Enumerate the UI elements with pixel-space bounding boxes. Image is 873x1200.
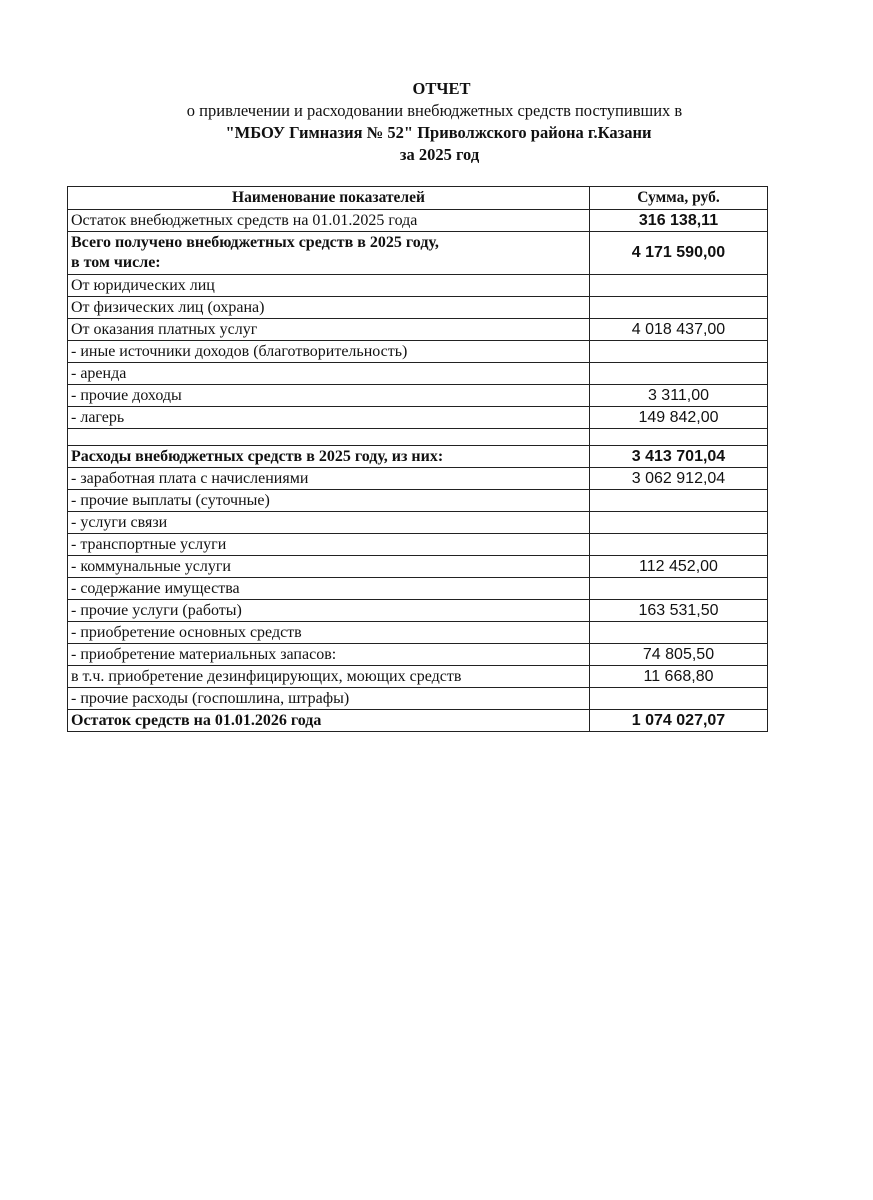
row-amount: 163 531,50: [590, 600, 768, 622]
row-amount: 3 413 701,04: [590, 446, 768, 468]
row-amount: 4 018 437,00: [590, 319, 768, 341]
table-row: [68, 275, 768, 297]
row-amount: [590, 490, 768, 512]
row-name: - заработная плата с начислениями: [68, 468, 590, 490]
report-header: [0, 78, 873, 166]
row-name: - аренда: [68, 363, 590, 385]
table-row: [68, 666, 768, 688]
row-name: - приобретение основных средств: [68, 622, 590, 644]
table-row: [68, 341, 768, 363]
row-amount: 112 452,00: [590, 556, 768, 578]
table-row: [68, 688, 768, 710]
row-name: - иные источники доходов (благотворительность): [68, 341, 590, 363]
report-table: [67, 186, 768, 732]
table-row: [68, 710, 768, 732]
table-row: [68, 490, 768, 512]
column-header-name: Наименование показателей: [68, 187, 590, 210]
row-amount: 316 138,11: [590, 210, 768, 232]
row-amount: [590, 341, 768, 363]
row-name: От юридических лиц: [68, 275, 590, 297]
row-amount: [590, 429, 768, 446]
row-name-line: Всего получено внебюджетных средств в 2025 году,: [71, 234, 439, 251]
row-name: - прочие расходы (госпошлина, штрафы): [68, 688, 590, 710]
row-amount: 74 805,50: [590, 644, 768, 666]
row-name: - прочие доходы: [68, 385, 590, 407]
row-amount: 11 668,80: [590, 666, 768, 688]
row-name: - приобретение материальных запасов:: [68, 644, 590, 666]
table-row: [68, 644, 768, 666]
table-row: [68, 385, 768, 407]
table-row: [68, 468, 768, 490]
row-amount: 1 074 027,07: [590, 710, 768, 732]
row-amount: 3 311,00: [590, 385, 768, 407]
row-amount: [590, 688, 768, 710]
row-name: - услуги связи: [68, 512, 590, 534]
institution-name: "МБОУ Гимназия № 52" Приволжского района г.Казани: [225, 123, 652, 142]
row-amount: 4 171 590,00: [590, 232, 768, 275]
row-name: [68, 232, 590, 275]
row-name: От оказания платных услуг: [68, 319, 590, 341]
row-name: Остаток внебюджетных средств на 01.01.2025 года: [68, 210, 590, 232]
row-amount: 3 062 912,04: [590, 468, 768, 490]
row-amount: [590, 363, 768, 385]
row-amount: [590, 622, 768, 644]
row-amount: [590, 534, 768, 556]
row-name: - прочие услуги (работы): [68, 600, 590, 622]
row-name-line: в том числе:: [71, 254, 161, 271]
row-name: - транспортные услуги: [68, 534, 590, 556]
table-row: [68, 534, 768, 556]
table-row: [68, 407, 768, 429]
row-amount: [590, 297, 768, 319]
table-row: [68, 319, 768, 341]
row-name: Остаток средств на 01.01.2026 года: [68, 710, 590, 732]
row-amount: [590, 578, 768, 600]
table-row: [68, 446, 768, 468]
table-row: [68, 363, 768, 385]
table-header-row: [68, 187, 768, 210]
table-row: [68, 210, 768, 232]
table-row-empty: [68, 429, 768, 446]
report-subtitle: о привлечении и расходовании внебюджетных средств поступивших в: [186, 101, 683, 120]
row-amount: 149 842,00: [590, 407, 768, 429]
row-name: - содержание имущества: [68, 578, 590, 600]
table-row: [68, 512, 768, 534]
row-amount: [590, 512, 768, 534]
table-row: [68, 578, 768, 600]
row-name: От физических лиц (охрана): [68, 297, 590, 319]
row-name: - прочие выплаты (суточные): [68, 490, 590, 512]
row-name: - лагерь: [68, 407, 590, 429]
table-row: [68, 297, 768, 319]
report-period: за 2025 год: [399, 145, 480, 164]
report-title: ОТЧЕТ: [412, 79, 471, 98]
table-row: [68, 232, 768, 275]
row-name: в т.ч. приобретение дезинфицирующих, моющих средств: [68, 666, 590, 688]
table-row: [68, 622, 768, 644]
row-name: [68, 429, 590, 446]
table-row: [68, 556, 768, 578]
table-row: [68, 600, 768, 622]
column-header-amount: Сумма, руб.: [590, 187, 768, 210]
row-name: - коммунальные услуги: [68, 556, 590, 578]
row-amount: [590, 275, 768, 297]
row-name: Расходы внебюджетных средств в 2025 году, из них:: [68, 446, 590, 468]
